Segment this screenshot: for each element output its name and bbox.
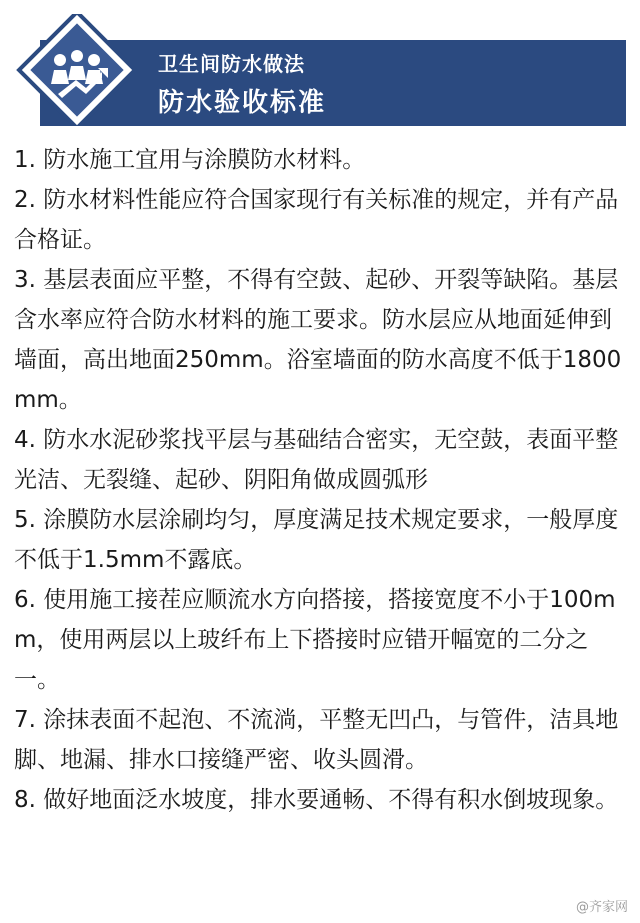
list-item: 1. 防水施工宜用与涂膜防水材料。 <box>14 147 366 173</box>
watermark: @齐家网 <box>575 900 628 915</box>
list-item: 7. 涂抹表面不起泡、不流淌，平整无凹凸，与管件，洁具地脚、地漏、排水口接缝严密、收头圆滑。 <box>14 707 619 773</box>
list-item: 6. 使用施工接茬应顺流水方向搭接，搭接宽度不小于100mm，使用两层以上玻纤布上下搭接时应错开幅宽的二分之一。 <box>14 587 616 693</box>
banner-subtitle: 卫生间防水做法 <box>158 52 305 76</box>
people-chart-icon <box>14 14 140 126</box>
list-item: 5. 涂膜防水层涂刷均匀，厚度满足技术规定要求，一般厚度不低于1.5mm不露底。 <box>14 507 619 573</box>
list-item: 8. 做好地面泛水坡度，排水要通畅、不得有积水倒坡现象。 <box>14 787 619 813</box>
list-item: 3. 基层表面应平整，不得有空鼓、起砂、开裂等缺陷。基层含水率应符合防水材料的施工要求。防水层应从地面延伸到墙面，高出地面250mm。浴室墙面的防水高度不低于1800mm。 <box>14 267 622 413</box>
list-item: 2. 防水材料性能应符合国家现行有关标准的规定，并有产品合格证。 <box>14 187 619 253</box>
list-item: 4. 防水水泥砂浆找平层与基础结合密实，无空鼓，表面平整光洁、无裂缝、起砂、阴阳角做成圆弧形 <box>14 427 619 493</box>
page-title: 防水验收标准 <box>158 88 327 118</box>
header <box>0 0 640 135</box>
standards-list <box>14 140 634 820</box>
